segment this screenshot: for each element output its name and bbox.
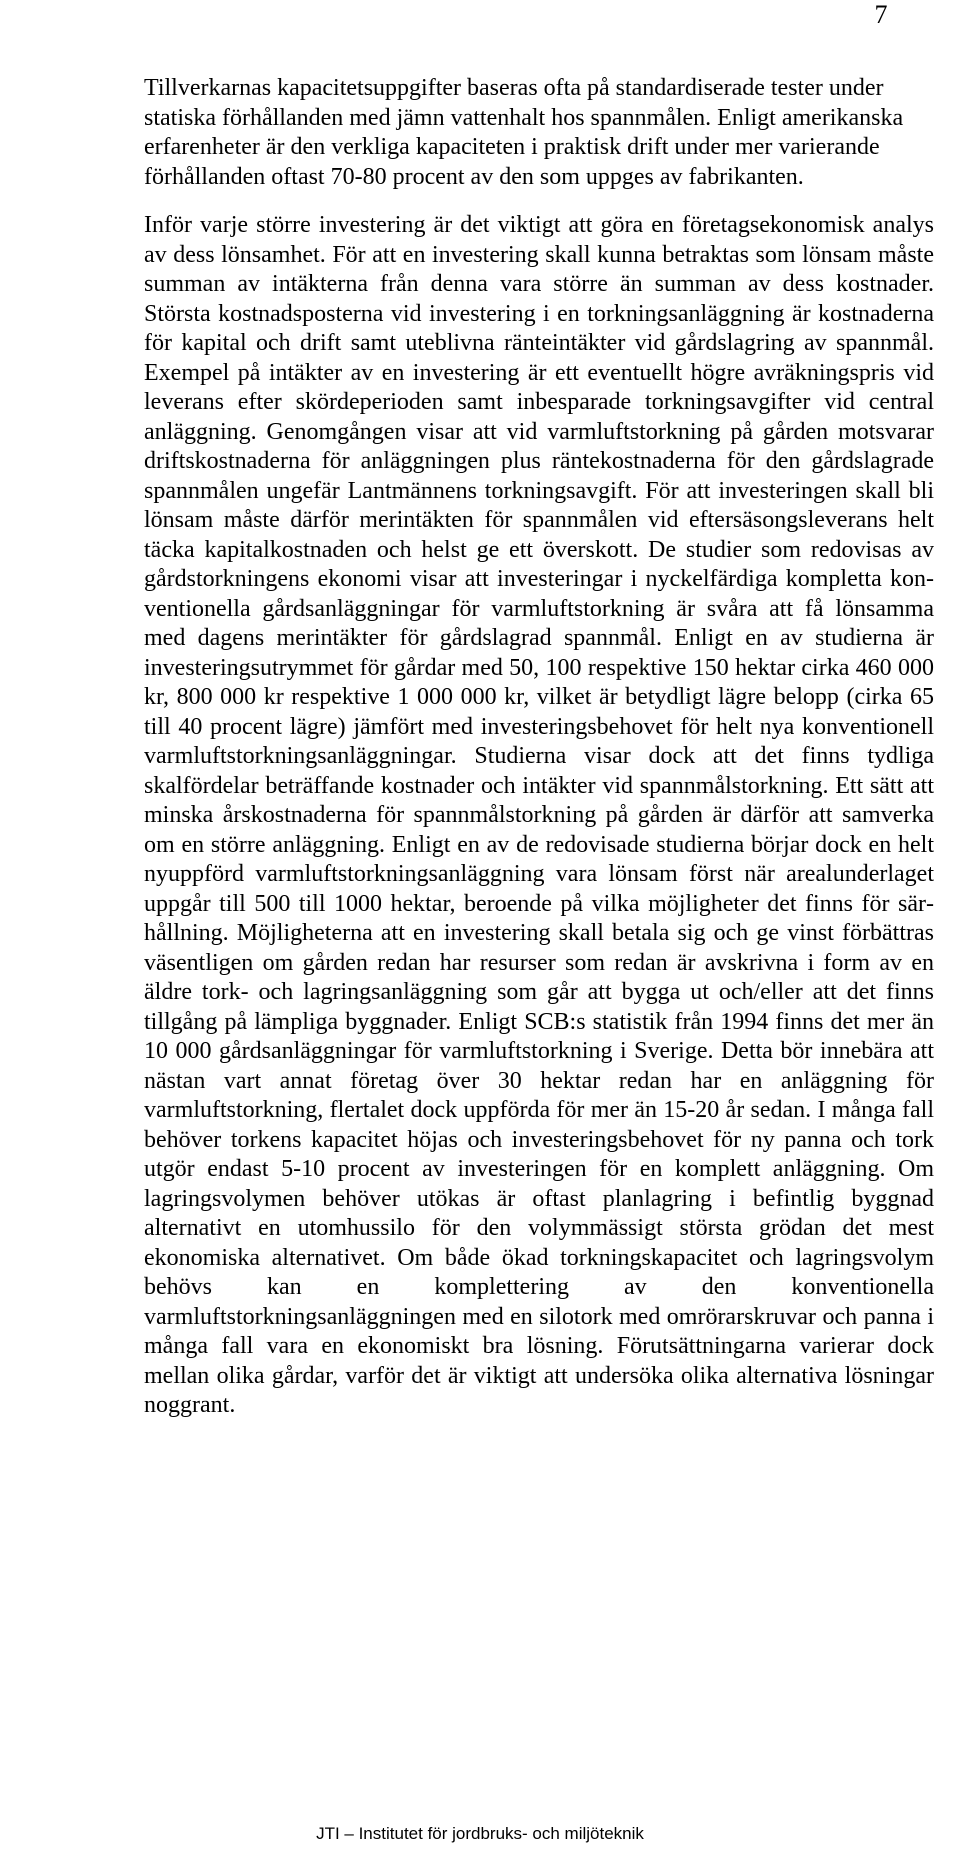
body-text: [144, 74, 934, 1450]
page-number: 7: [874, 0, 888, 29]
paragraph: Tillverkarnas kapacitetsuppgifter baseras ofta på standardiserade tester under statiska förhållanden med jämn vattenhalt hos spannmålen. Enligt amerikanska erfarenheter är den verkliga kapaciteten i praktisk drift under mer varierande förhållanden oftast 70-80 procent av den som uppges av fabrikanten.: [144, 75, 904, 190]
paragraph: Inför varje större investering är det viktigt att göra en företagsekonomisk analys av dess lönsamhet. För att en investering skall kunna betraktas som lönsam måste summan av intäkterna från denna vara större än summan av dess kostnader. Största kostnadsposterna vid investering i en torkningsanläggning är kostnaderna för kapital och drift samt uteblivna ränteintäkter vid gårdslagring av spannmål. Exempel på intäkter av en investering är ett eventuellt högre avräkningspris vid leverans efter skördeperioden samt inbesparade torkningsavgifter vid central anläggning. Genomgången visar att vid varmluftstorkning på gården motsvarar driftskostnaderna för anläggningen plus räntekostnaderna för den gårdslagrade spannmålen ungefär Lantmännens torkningsavgift. För att investeringen skall bli lönsam måste därför merintäkten för spannmålen vid eftersäsongsleverans helt täcka kapitalkostnaden och helst ge ett överskott. De studier som redovisas av gårdstorkningens ekonomi visar att investeringar i nyckelfärdiga kompletta konventionella gårdsanläggningar för varmluftstorkning är svåra att få lönsamma med dagens merintäkter för gårdslagrad spannmål. Enligt en av studierna är investeringsutrymmet för gårdar med 50, 100 respektive 150 hektar cirka 460 000 kr, 800 000 kr respektive 1 000 000 kr, vilket är betydligt lägre belopp (cirka 65 till 40 procent lägre) jämfört med investeringsbehovet för helt nya konventionell varmluftstorkningsanläggningar. Studierna visar dock att det finns tydliga skalfördelar beträffande kostnader och intäkter vid spannmålstorkning. Ett sätt att minska årskostnaderna för spannmålstorkning på gården är därför att samverka om en större anläggning. Enligt en av de redovisade studierna börjar dock en helt nyuppförd varmluftstorkningsanläggning vara lönsam först när arealunderlaget uppgår till 500 till 1000 hektar, beroende på vilka möjligheter det finns för särhållning. Möjligheterna att en investering skall betala sig och ge vinst förbättras väsentligen om gården redan har resurser som redan är avskrivna i form av en äldre tork- och lagringsanläggning som går att bygga ut och/eller att det finns tillgång på lämpliga byggnader. Enligt SCB:s statistik från 1994 finns det mer än 10 000 gårdsanläggningar för varmluftstorkning i Sverige. Detta bör innebära att nästan vart annat företag över 30 hektar redan har en anläggning för varmluftstorkning, flertalet dock uppförda för mer än 15-20 år sedan. I många fall behöver torkens kapacitet höjas och investeringsbehovet för ny panna och tork utgör endast 5-10 procent av investeringen för en komplett anläggning. Om lagringsvolymen behöver utökas är oftast planlagring i befintlig byggnad alternativt en utomhussilo för den volymmässigt största grödan det mest ekonomiska alternativet. Om både ökad torkningskapacitet och lagringsvolym behövs kan en komplettering av den konventionella varmluftstorkningsanläggningen med en silotork med omrörarskruvar och panna i många fall vara en ekonomiskt bra lösning. Förutsättningarna varierar dock mellan olika gårdar, varför det är viktigt att undersöka olika alternativa lösningar noggrant.: [144, 212, 934, 1418]
page-footer: JTI – Institutet för jordbruks- och miljöteknik: [316, 1824, 644, 1843]
